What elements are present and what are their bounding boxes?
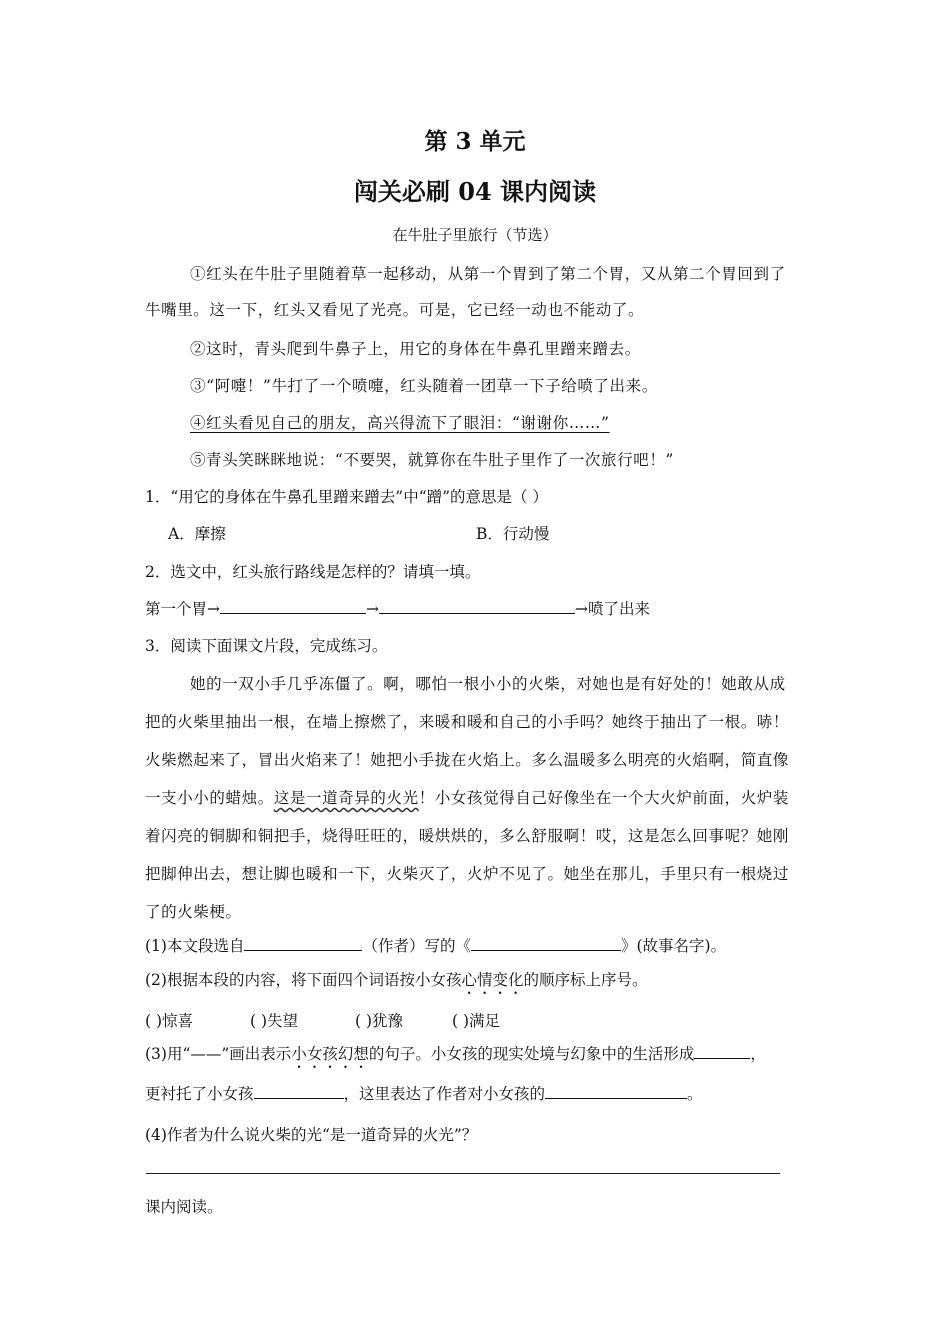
sub-question-3-text: 更衬托了小女孩 <box>145 1085 254 1103</box>
question-1-option-a: A．摩擦 <box>168 525 226 543</box>
sub-question-4: (4)作者为什么说火柴的光“是一道奇异的火光”？ <box>145 1126 478 1144</box>
emphasized-phrase: 心情变化 <box>461 971 524 989</box>
situation-blank[interactable] <box>254 1083 344 1099</box>
sub-question-1-text: 》(故事名字)。 <box>620 937 727 955</box>
contrast-blank[interactable] <box>694 1043 750 1059</box>
route-start: 第一个胃→ <box>145 600 220 618</box>
feeling-blank[interactable] <box>545 1083 687 1099</box>
passage-paragraph-2: ②这时，青头爬到牛鼻子上，用它的身体在牛鼻孔里蹭来蹭去。 <box>190 340 641 358</box>
excerpt-text: 一支小小的蜡烛。 <box>145 789 274 807</box>
excerpt-line: 她的一双小手几乎冻僵了。啊，哪怕一根小小的火柴，对她也是有好处的！她敢从成 <box>190 675 786 693</box>
emphasized-phrase: 小女孩幻想 <box>291 1045 369 1063</box>
question-2-stem: 2．选文中，红头旅行路线是怎样的？请填一填。 <box>145 563 481 581</box>
excerpt-marked-phrase: 这是一道奇异的火光 <box>273 789 419 807</box>
excerpt-line: 着闪亮的铜脚和铜把手，烧得旺旺的，暖烘烘的，多么舒服啊！哎，这是怎么回事呢？她刚 <box>145 827 790 845</box>
sub-question-2-text: 的顺序标上序号。 <box>523 971 648 989</box>
question-1-stem: 1．“用它的身体在牛鼻孔里蹭来蹭去”中“蹭”的意思是（ ） <box>145 488 548 506</box>
sub-question-3-text: (3)用“——”画出表示 <box>145 1045 292 1063</box>
passage-paragraph-4: ④红头看见自己的朋友，高兴得流下了眼泪：“谢谢你……” <box>190 414 610 432</box>
mood-word[interactable]: ( )犹豫 <box>355 1012 404 1030</box>
question-3-stem: 3．阅读下面课文片段，完成练习。 <box>145 637 388 655</box>
question-1-option-b: B．行动慢 <box>476 525 550 543</box>
sub-question-3-line-2 <box>145 1082 703 1104</box>
passage-paragraph-1a: ①红头在牛肚子里随着草一起移动，从第一个胃到了第二个胃，又从第二个胃回到了 <box>190 265 786 283</box>
route-blank-1[interactable] <box>220 598 366 614</box>
sub-question-3-text: 的句子。小女孩的现实处境与幻象中的生活形成 <box>368 1045 695 1063</box>
unit-heading: 第 3 单元 <box>424 128 526 155</box>
passage-title: 在牛肚子里旅行（节选） <box>392 226 558 244</box>
sub-question-2 <box>145 968 648 998</box>
route-arrow: → <box>366 600 379 618</box>
sub-question-1-text: (1)本文段选自 <box>145 937 245 955</box>
excerpt-line: 把脚伸出去，想让脚也暖和一下，火柴灭了，火炉不见了。她坐在那儿，手里只有一根烧过 <box>145 865 790 883</box>
page-title: 闯关必刷 04 课内阅读 <box>353 177 597 206</box>
sub-question-3-text: ，这里表达了作者对小女孩的 <box>343 1085 546 1103</box>
footer-note: 课内阅读。 <box>145 1198 223 1216</box>
mood-word[interactable]: ( )满足 <box>452 1012 501 1030</box>
excerpt-text: ！小女孩觉得自己好像坐在一个大火炉前面，火炉装 <box>418 789 790 807</box>
mood-word[interactable]: ( )惊喜 <box>145 1012 194 1030</box>
passage-paragraph-3: ③“阿嚏！”牛打了一个喷嚏，红头随着一团草一下子给喷了出来。 <box>190 377 658 395</box>
author-blank[interactable] <box>244 935 362 951</box>
excerpt-line: 把的火柴里抽出一根，在墙上擦燃了，来暖和暖和自己的小手吗？她终于抽出了一根。哧！ <box>145 713 790 731</box>
sub-question-2-text: (2)根据本段的内容，将下面四个词语按小女孩 <box>145 971 462 989</box>
question-2-route <box>145 597 650 619</box>
route-blank-2[interactable] <box>379 598 575 614</box>
sub-question-3-line-1 <box>145 1042 766 1072</box>
mood-word[interactable]: ( )失望 <box>250 1012 299 1030</box>
sub-question-1-text: （作者）写的《 <box>362 937 471 955</box>
answer-line[interactable] <box>146 1173 780 1174</box>
excerpt-line: 火柴燃起来了，冒出火焰来了！她把小手拢在火焰上。多么温暖多么明亮的火焰啊，简直像 <box>145 751 790 769</box>
passage-paragraph-1b: 牛嘴里。这一下，红头又看见了光亮。可是，它已经一动也不能动了。 <box>145 301 645 319</box>
route-end: →喷了出来 <box>575 600 650 618</box>
excerpt-line <box>145 786 789 808</box>
excerpt-line: 了的火柴梗。 <box>145 903 242 921</box>
sub-question-3-text: ， <box>750 1045 766 1063</box>
sub-question-1 <box>145 934 726 956</box>
story-name-blank[interactable] <box>471 935 621 951</box>
sub-question-3-text: 。 <box>687 1085 703 1103</box>
passage-paragraph-5: ⑤青头笑眯眯地说：“不要哭，就算你在牛肚子里作了一次旅行吧！” <box>190 451 674 469</box>
